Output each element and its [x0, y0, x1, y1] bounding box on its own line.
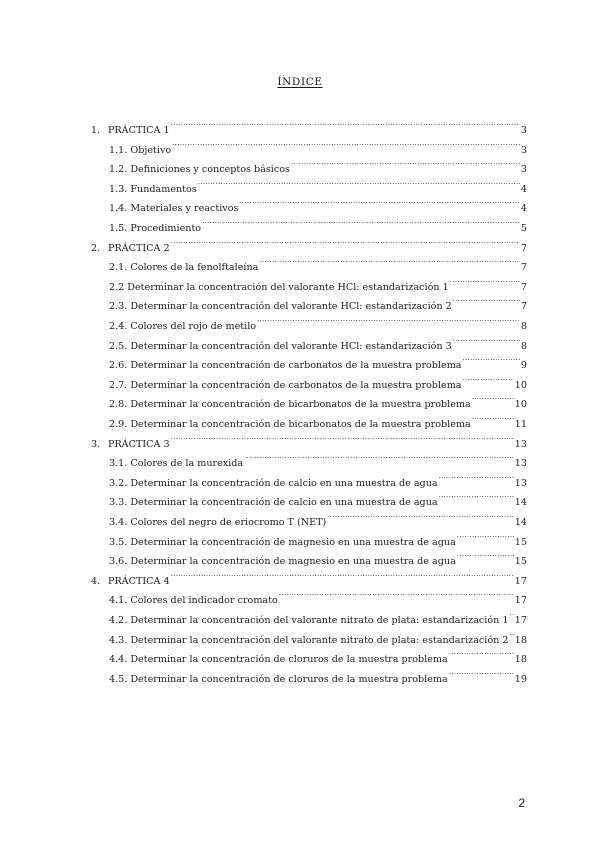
toc-entry[interactable] — [109, 446, 527, 470]
toc-entry-title: 2.9. Determinar la concentración de bicarbonatos de la muestra problema — [109, 419, 471, 430]
toc-entry-title: 1.1. Objetivo — [109, 144, 172, 156]
toc-entry[interactable] — [109, 191, 527, 215]
toc-entry-title: 4.1. Colores del indicador cromato — [109, 595, 278, 607]
toc-dot-leader — [259, 250, 520, 270]
toc-entry[interactable] — [109, 505, 527, 528]
toc-entry[interactable] — [109, 485, 527, 509]
toc-dot-leader — [457, 544, 514, 564]
toc-entry-title: 3.4. Colores del negro de eriocromo T (NET) — [109, 517, 327, 528]
toc-dot-leader — [472, 387, 514, 407]
toc-dot-leader — [453, 289, 520, 309]
toc-entry-title: 2.7. Determinar la concentración de carbonatos de la muestra problema — [109, 379, 462, 391]
toc-dot-leader — [327, 505, 514, 525]
toc-entry[interactable] — [109, 133, 527, 156]
toc-entry-page: 17 — [514, 595, 527, 607]
toc-entry-page: 17 — [514, 575, 527, 587]
toc-entry-number: 1. — [91, 125, 101, 136]
index-title: ÍNDICE — [277, 76, 323, 88]
toc-dot-leader — [202, 211, 520, 231]
toc-entry-title: 3.3. Determinar la concentración de calcio en una muestra de agua — [109, 497, 438, 509]
toc-entry-title: 3.2. Determinar la concentración de calcio en una muestra de agua — [109, 477, 438, 489]
toc-entry-title: 4.3. Determinar la concentración del valorante nitrato de plata: estandarización 2 — [109, 634, 509, 646]
toc-entry-title: 1.5. Procedimiento — [109, 223, 202, 234]
toc-entry-page: 13 — [514, 438, 527, 450]
toc-entry-page: 7 — [520, 262, 527, 274]
toc-entry[interactable] — [109, 583, 527, 607]
toc-entry-title: 1.4. Materiales y reactivos — [109, 203, 239, 215]
toc-entry-page: 4 — [520, 183, 527, 195]
toc-entry-title: 2.2 Determinar la concentración del valorante HCl: estandarización 1 — [109, 281, 449, 293]
toc-entry-title: PRÁCTICA 3 — [108, 438, 170, 450]
page-number: 2 — [518, 796, 525, 810]
toc-entry[interactable] — [109, 407, 527, 430]
toc-entry[interactable] — [109, 544, 527, 568]
toc-entry-page: 3 — [520, 125, 527, 136]
toc-entry[interactable] — [109, 211, 527, 234]
toc-entry-page: 8 — [520, 321, 527, 332]
toc-entry-title: 2.1. Colores de la fenolftaleína — [109, 262, 259, 274]
toc-entry[interactable] — [109, 603, 527, 626]
toc-entry-page: 5 — [520, 223, 527, 234]
toc-entry[interactable] — [109, 642, 527, 666]
toc-entry-title: 4.5. Determinar la concentración de cloruros de la muestra problema — [109, 673, 448, 685]
toc-entry-page: 7 — [520, 281, 527, 293]
toc-dot-leader — [171, 113, 520, 133]
toc-dot-leader — [279, 583, 514, 603]
toc-entry-title: PRÁCTICA 2 — [108, 242, 170, 254]
toc-entry-page: 3 — [520, 144, 527, 156]
toc-entry-title: 2.4. Colores del rojo de metilo — [109, 321, 257, 332]
toc-entry-title: 1.3. Fundamentos — [109, 183, 197, 195]
toc-dot-leader — [257, 309, 520, 329]
toc-entry-page: 17 — [514, 615, 527, 626]
toc-dot-leader — [463, 348, 520, 368]
toc-entry-page: 3 — [520, 164, 527, 176]
toc-entry[interactable] — [91, 427, 527, 450]
toc-entry[interactable] — [109, 387, 527, 411]
toc-entry[interactable] — [109, 270, 527, 293]
toc-dot-leader — [472, 407, 514, 427]
toc-entry-page: 11 — [514, 419, 527, 430]
toc-entry-page: 14 — [514, 517, 527, 528]
toc-entry[interactable] — [109, 662, 527, 685]
toc-entry-title: 2.5. Determinar la concentración del valorante HCl: estandarización 3 — [109, 340, 452, 352]
toc-dot-leader — [171, 231, 520, 251]
toc-entry-title: 2.6. Determinar la concentración de carbonatos de la muestra problema — [109, 360, 462, 372]
toc-entry-title: 2.3. Determinar la concentración del valorante HCl: estandarización 2 — [109, 301, 452, 313]
toc-entry-page: 10 — [514, 399, 527, 411]
toc-entry[interactable] — [109, 309, 527, 332]
toc-dot-leader — [172, 133, 520, 153]
toc-dot-leader — [171, 564, 514, 584]
toc-dot-leader — [509, 603, 513, 623]
toc-entry[interactable] — [91, 113, 527, 136]
toc-dot-leader — [291, 152, 520, 172]
toc-entry-title: 4.4. Determinar la concentración de cloruros de la muestra problema — [109, 654, 448, 666]
toc-dot-leader — [439, 466, 514, 486]
toc-entry[interactable] — [91, 231, 527, 254]
toc-entry[interactable] — [109, 250, 527, 274]
toc-entry-page: 8 — [520, 340, 527, 352]
toc-entry-page: 13 — [514, 477, 527, 489]
toc-dot-leader — [449, 642, 514, 662]
toc-entry-number: 3. — [91, 438, 101, 450]
toc-entry[interactable] — [109, 525, 527, 548]
toc-entry[interactable] — [91, 564, 527, 587]
toc-entry-page: 13 — [514, 458, 527, 470]
toc-dot-leader — [453, 329, 520, 349]
toc-dot-leader — [450, 270, 520, 290]
toc-entry-page: 7 — [520, 242, 527, 254]
toc-dot-leader — [439, 485, 514, 505]
toc-dot-leader — [198, 172, 520, 192]
toc-entry[interactable] — [109, 152, 527, 176]
toc-entry-title: 1.2. Definiciones y conceptos básicos — [109, 164, 290, 176]
toc-entry-page: 10 — [514, 379, 527, 391]
toc-entry[interactable] — [109, 623, 527, 646]
toc-entry[interactable] — [109, 289, 527, 313]
toc-entry-page: 15 — [514, 556, 527, 568]
toc-dot-leader — [509, 623, 513, 643]
toc-entry-title: 3.5. Determinar la concentración de magnesio en una muestra de agua — [109, 536, 456, 548]
toc-entry-page: 9 — [520, 360, 527, 372]
toc-entry[interactable] — [109, 172, 527, 195]
toc-entry-title: PRÁCTICA 1 — [108, 125, 170, 136]
toc-entry-title: PRÁCTICA 4 — [108, 575, 170, 587]
toc-dot-leader — [449, 662, 514, 682]
toc-entry[interactable] — [109, 348, 527, 372]
toc-entry[interactable] — [109, 329, 527, 352]
toc-entry-number: 4. — [91, 575, 101, 587]
toc-entry-title: 3.1. Colores de la murexida — [109, 458, 244, 470]
toc-entry-page: 7 — [520, 301, 527, 313]
toc-entry-title: 2.8. Determinar la concentración de bicarbonatos de la muestra problema — [109, 399, 471, 411]
toc-entry-number: 2. — [91, 242, 101, 254]
toc-entry[interactable] — [109, 368, 527, 391]
toc-entry[interactable] — [109, 466, 527, 489]
toc-dot-leader — [463, 368, 514, 388]
toc-entry-page: 14 — [514, 497, 527, 509]
toc-entry-page: 19 — [514, 673, 527, 685]
toc-dot-leader — [239, 191, 519, 211]
toc-dot-leader — [457, 525, 514, 545]
toc-entry-page: 15 — [514, 536, 527, 548]
toc-dot-leader — [244, 446, 514, 466]
toc-entry-page: 4 — [520, 203, 527, 215]
toc-entry-page: 18 — [514, 634, 527, 646]
toc-entry-title: 3.6. Determinar la concentración de magnesio en una muestra de agua — [109, 556, 456, 568]
toc-dot-leader — [171, 427, 514, 447]
toc-entry-page: 18 — [514, 654, 527, 666]
toc-entry-title: 4.2. Determinar la concentración del valorante nitrato de plata: estandarización 1 — [109, 615, 509, 626]
